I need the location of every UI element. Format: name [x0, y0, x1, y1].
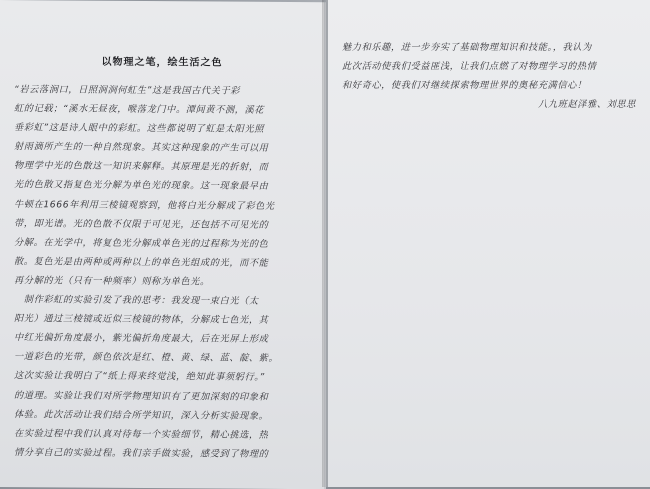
text-line: 散。复色光是由两种或两种以上的单色光组成的光，而不能 — [14, 255, 269, 269]
right-page-body — [342, 38, 640, 114]
text-line: 虹的记载；“溪水无昼夜，喉落龙门中。潭间黄不测，溪花 — [14, 103, 265, 116]
text-line: 制作彩虹的实验引发了我的思考：我发现一束白光（太 — [14, 294, 259, 307]
text-line: 的道理。实验让我们对所学物理知识有了更加深刻的印象和 — [14, 389, 269, 403]
left-page-body — [14, 80, 316, 464]
text-line: 情分享自己的实验过程。我们亲手做实验，感受到了物理的 — [14, 446, 269, 460]
text-line: 魅力和乐趣，进一步夯实了基础物理知识和技能。，我认为 — [342, 42, 592, 53]
essay-title: 以物理之笔，绘生活之色 — [101, 56, 223, 69]
text-line: 光的色散又指复色光分解为单色光的现象。这一现象最早由 — [14, 179, 269, 193]
text-line: 中红光偏折角度最小，紫光偏折角度最大，后在光屏上形成 — [14, 332, 269, 346]
text-line: 射雨滴所产生的一种自然现象。其实这种现象的产生可以用 — [14, 141, 269, 155]
text-line: 在实验过程中我们认真对待每一个实验细节，精心挑选，热 — [14, 427, 269, 441]
text-line: 物理学中光的色散这一知识来解释。其原理是光的折射，而 — [14, 160, 269, 174]
text-line: 分解。在光学中，将复色光分解成单色光的过程称为光的色 — [14, 236, 269, 250]
right-page — [328, 0, 650, 487]
text-line: 此次活动使我们受益匪浅，让我们点燃了对物理学习的热情 — [342, 61, 597, 73]
text-line: 这次实验让我明白了“纸上得来终觉浅，绝知此事须躬行。” — [14, 370, 265, 384]
text-line: 阳光）通过三棱镜或近似三棱镜的物体，分解成七色光，其 — [14, 313, 269, 326]
text-line: 一道彩色的光带，颜色依次是红、橙、黄、绿、蓝、靛、紫。 — [14, 351, 279, 365]
text-line: 牛顿在1666年利用三棱镜观察到，他将白光分解成了彩色光 — [14, 198, 275, 212]
text-line: 再分解的光（只有一种频率）则称为单色光。 — [14, 275, 210, 288]
text-line: 和好奇心，使我们对继续探索物理世界的奥秘充满信心！ — [342, 80, 587, 92]
text-line: 体验。此次活动让我们结合所学知识，深入分析实验现象。 — [14, 408, 269, 422]
text-line: “岩云落涧口，日照涧涧何虹生”这是我国古代关于彩 — [14, 84, 241, 97]
author-signature: 八九班赵泽雅、刘思思 — [538, 99, 636, 111]
text-line: 垂彩虹”这是诗人眼中的彩虹。这些都说明了虹是太阳光照 — [14, 122, 265, 136]
text-line: 带，即光谱。光的色散不仅限于可见光，还包括不可见光的 — [14, 217, 269, 231]
